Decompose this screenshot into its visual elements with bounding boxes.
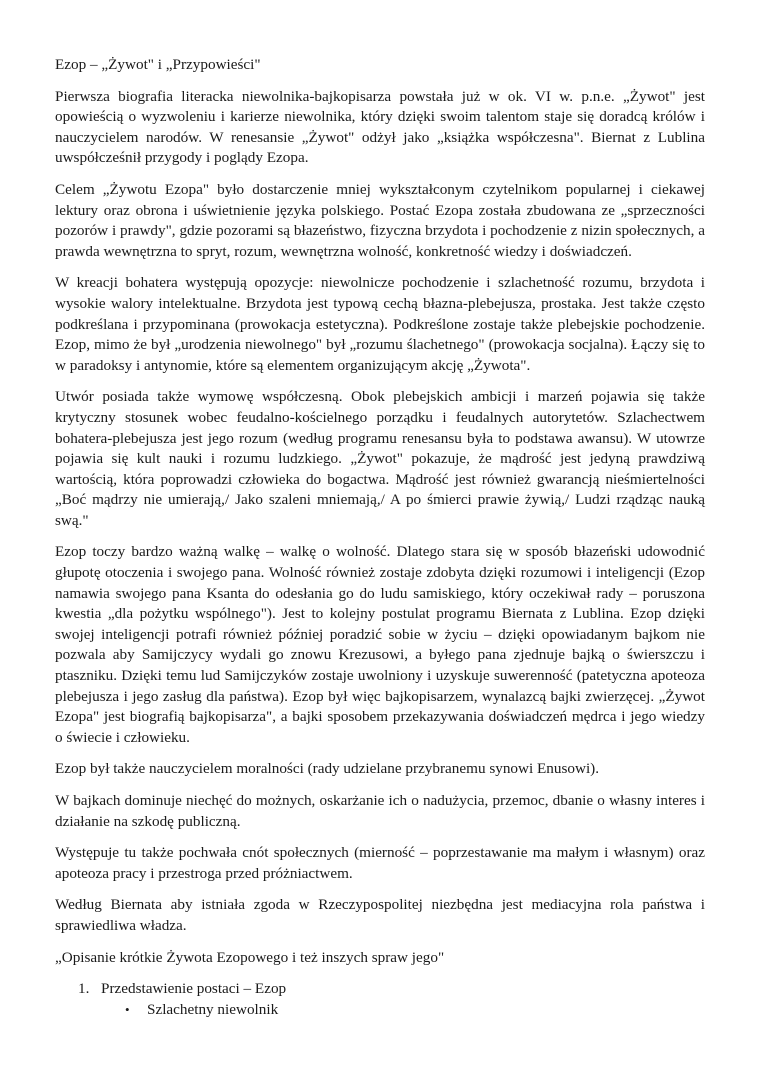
- paragraph-fight-for-freedom: Ezop toczy bardzo ważną walkę – walkę o wolność. Dlatego stara się w sposób błazeński udowodnić głupotę otoczenia i swojego pana. Wolność również zostaje zdobyta dzięki rozumowi i inteligencji (Ezop namawia swojego pana Ksanta do odesłania go do ludu samiskiego, który oczekiwał rady – poruszona kwestia „dla pożytku wspólnego"). Jest to kolejny postulat programu Biernata z Lublina. Ezop dzięki swojej inteligencji potrafi również później poradzić sobie w życiu – dzięki opowiadanym bajkom nie pozwala aby Samijczycy wydali go znowu Krezusowi, a byłego pana zjednuje bajką o świerszczu i ptaszniku. Dzięki temu lud Samijczyków zostaje uwolniony i uzyskuje suwerenność (patetyczna apoteoza plebejusza i jego zasług dla państwa). Ezop był więc bajkopisarzem, wynalazcą bajki zwierzęcej. „Żywot Ezopa" jest biografią bajkopisarza", a bajki sposobem przekazywania doświadczeń mędrca i jego wiedzy o świecie i człowieku.: [55, 543, 705, 746]
- outline-subitem: [125, 1000, 705, 1021]
- paragraph-biography-origin: Pierwsza biografia literacka niewolnika-bajkopisarza powstała już w ok. VI w. p.n.e. „Żywot" jest opowieścią o wyzwoleniu i karierze niewolnika, który dzięki swoim talentom staje się doradcą królów i nauczycielem narodów. W renesansie „Żywot" odżył jako „książka współczesna". Biernat z Lublina uwspółcześnił przygody i poglądy Ezopa.: [55, 87, 705, 167]
- document-page: [55, 55, 705, 1020]
- outline-item-number: 1.: [78, 980, 90, 998]
- outline-item: [78, 979, 705, 1020]
- document-title: Ezop – „Żywot" i „Przypowieści": [55, 56, 261, 73]
- paragraph-oppositions: W kreacji bohatera występują opozycje: niewolnicze pochodzenie i szlachetność rozumu, brzydota i wysokie walory intelektualne. Brzydota jest typową cechą błazna-plebejusza, prostaka. Jest także często podkreślana i przypominana (prowokacja estetyczna). Podkreślone zostaje także plebejskie pochodzenie. Ezop, mimo że był „urodzenia niewolnego" był „rozumu ślachetnego" (prowokacja socjalna). Łączy się to w paradoksy i antynomie, które są elementem organizującym akcję „Żywota".: [55, 274, 705, 374]
- outline-subitem-text: Szlachetny niewolnik: [147, 1000, 279, 1018]
- paragraph-fables-themes: W bajkach dominuje niechęć do możnych, oskarżanie ich o nadużycia, przemoc, dbanie o własny interes i działanie na szkodę publiczną.: [55, 792, 705, 830]
- paragraph-social-virtues: Występuje tu także pochwała cnót społecznych (mierność – poprzestawanie ma małym i własnym) oraz apoteoza pracy i przestroga przed próżniactwem.: [55, 844, 705, 882]
- paragraph-state-role: Według Biernata aby istniała zgoda w Rzeczypospolitej niezbędna jest mediacyjna rola państwa i sprawiedliwa władza.: [55, 896, 705, 934]
- paragraph-purpose: Celem „Żywotu Ezopa" było dostarczenie mniej wykształconym czytelnikom popularnej i ciekawej lektury oraz obrona i uświetnienie języka polskiego. Postać Ezopa została zbudowana ze „sprzeczności pozorów i prawdy", gdzie pozorami są błazeństwo, fizyczna brzydota i pochodzenie z nizin społecznych, a prawda wewnętrzna to spryt, rozum, wewnętrzna wolność, konkretność wiedzy i doświadczeń.: [55, 180, 705, 260]
- paragraph-moral-teacher: Ezop był także nauczycielem moralności (rady udzielane przybranemu synowi Enusowi).: [55, 760, 600, 778]
- outline-item-text: Przedstawienie postaci – Ezop: [101, 980, 287, 998]
- paragraph-contemporary-meaning: Utwór posiada także wymowę współczesną. Obok plebejskich ambicji i marzeń pojawia się także krytyczny stosunek wobec feudalno-kościelnego porządku i feudalnych autorytetów. Szlachectwem bohatera-plebejusza jest jego rozum (według programu renesansu była to podstawa awansu). W utowrze pojawia się kult nauki i rozumu ludzkiego. „Żywot" pokazuje, że mądrość jest jedyną prawdziwą wartością, która poprowadzi człowieka do bogactwa. Mądrość jest również gwarancją nieśmiertelności „Boć mądrzy nie umierają,/ Jako szaleni mniemają,/ A po śmierci prawie żywią,/ Ludzi rządząc nauką swą.": [55, 388, 705, 529]
- bullet-icon: •: [125, 1001, 130, 1017]
- outline-list: [55, 979, 705, 1020]
- outline-sublist: [101, 1000, 705, 1021]
- paragraph-work-title: „Opisanie krótkie Żywota Ezopowego i też inszych spraw jego": [55, 948, 445, 966]
